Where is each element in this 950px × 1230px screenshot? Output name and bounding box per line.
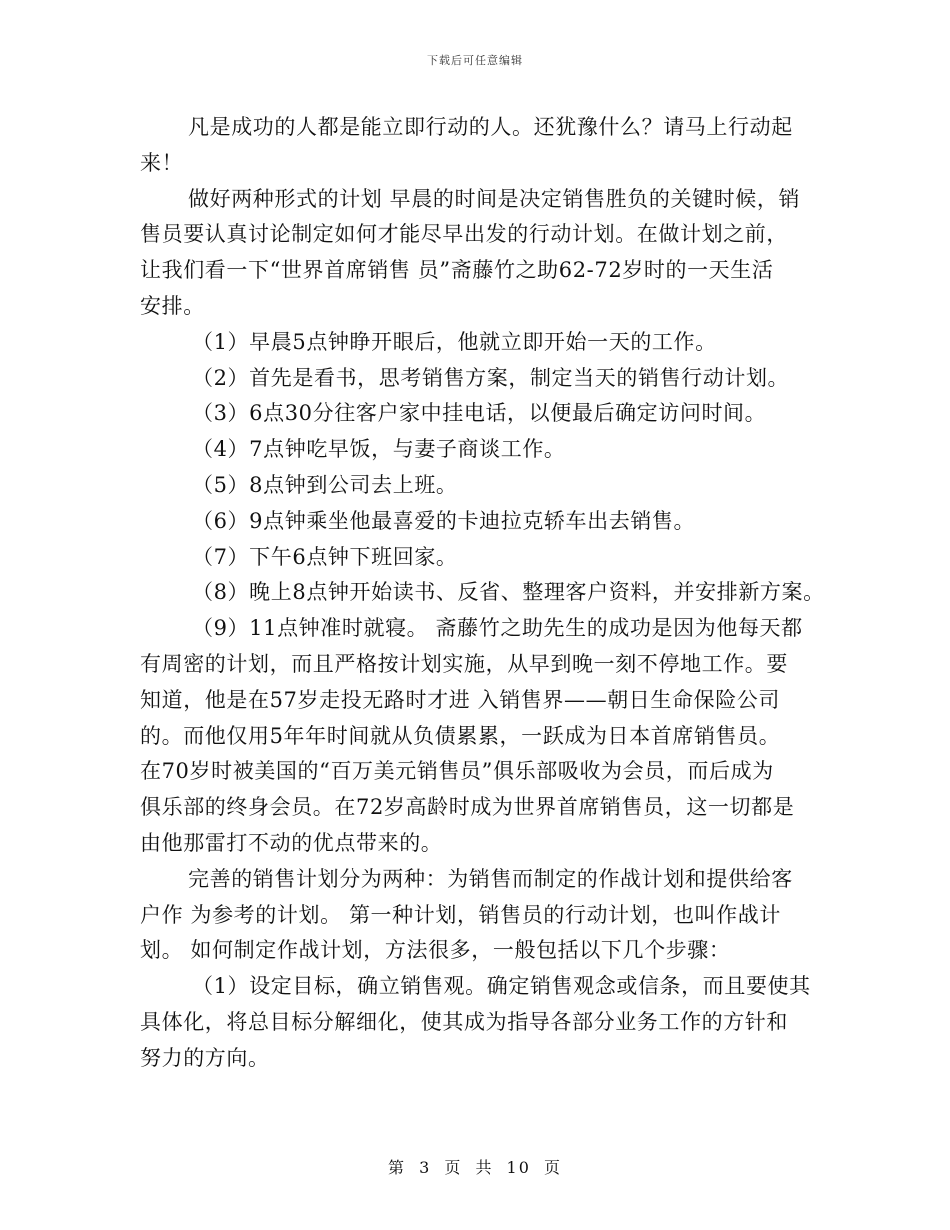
text-line: 让我们看一下“世界首席销售 员”斋藤竹之助62-72岁时的一天生活 <box>140 258 774 283</box>
text-line: （1）设定目标，确立销售观。确定销售观念或信条，而且要使其 <box>192 974 811 999</box>
text-line: （9）11点钟准时就寝。 斋藤竹之助先生的成功是因为他每天都 <box>192 616 803 641</box>
text-line: （6）9点钟乘坐他最喜爱的卡迪拉克轿车出去销售。 <box>192 508 696 533</box>
text-line: 来！ <box>140 150 184 175</box>
text-line: 有周密的计划，而且严格按计划实施，从早到晚一刻不停地工作。要 <box>140 651 788 676</box>
text-line: （8）晚上8点钟开始读书、反省、整理客户资料，并安排新方案。 <box>192 580 825 605</box>
text-line: 的。而他仅用5年年时间就从负债累累，一跃成为日本首席销售员。 <box>140 723 781 748</box>
text-line: 安排。 <box>140 293 205 318</box>
text-line: 完善的销售计划分为两种：为销售而制定的作战计划和提供给客 <box>188 866 793 891</box>
text-line: （5）8点钟到公司去上班。 <box>192 472 458 497</box>
text-line: 具体化，将总目标分解细化，使其成为指导各部分业务工作的方针和 <box>140 1009 788 1034</box>
document-body <box>140 110 825 1077</box>
text-line: 知道，他是在57岁走投无路时才进 入销售界——朝日生命保险公司 <box>140 687 780 712</box>
text-line: 户作 为参考的计划。 第一种计划，销售员的行动计划，也叫作战计 <box>140 902 781 927</box>
text-line: 在70岁时被美国的“百万美元销售员”俱乐部吸收为会员，而后成为 <box>140 759 774 784</box>
page-header: 下载后可任意编辑 <box>427 54 523 67</box>
text-line: （2）首先是看书，思考销售方案，制定当天的销售行动计划。 <box>192 365 790 390</box>
text-line: （3）6点30分往客户家中挂电话，以便最后确定访问时间。 <box>192 401 767 426</box>
page-footer: 第 3 页 共 10 页 <box>388 1158 562 1177</box>
text-line: 做好两种形式的计划 早晨的时间是决定销售胜负的关键时候，销 <box>188 186 801 211</box>
text-line: （1）早晨5点钟睁开眼后，他就立即开始一天的工作。 <box>192 329 717 354</box>
text-line: 凡是成功的人都是能立即行动的人。还犹豫什么？请马上行动起 <box>188 115 793 139</box>
text-line: （4）7点钟吃早饭，与妻子商谈工作。 <box>192 437 566 462</box>
text-line: 由他那雷打不动的优点带来的。 <box>140 830 443 855</box>
text-line: （7）下午6点钟下班回家。 <box>192 544 458 569</box>
text-line: 售员要认真讨论制定如何才能尽早出发的行动计划。在做计划之前， <box>140 222 788 247</box>
text-line: 划。 如何制定作战计划，方法很多，一般包括以下几个步骤： <box>140 938 731 963</box>
text-line: 努力的方向。 <box>140 1045 270 1070</box>
text-line: 俱乐部的终身会员。在72岁高龄时成为世界首席销售员，这一切都是 <box>140 795 795 820</box>
